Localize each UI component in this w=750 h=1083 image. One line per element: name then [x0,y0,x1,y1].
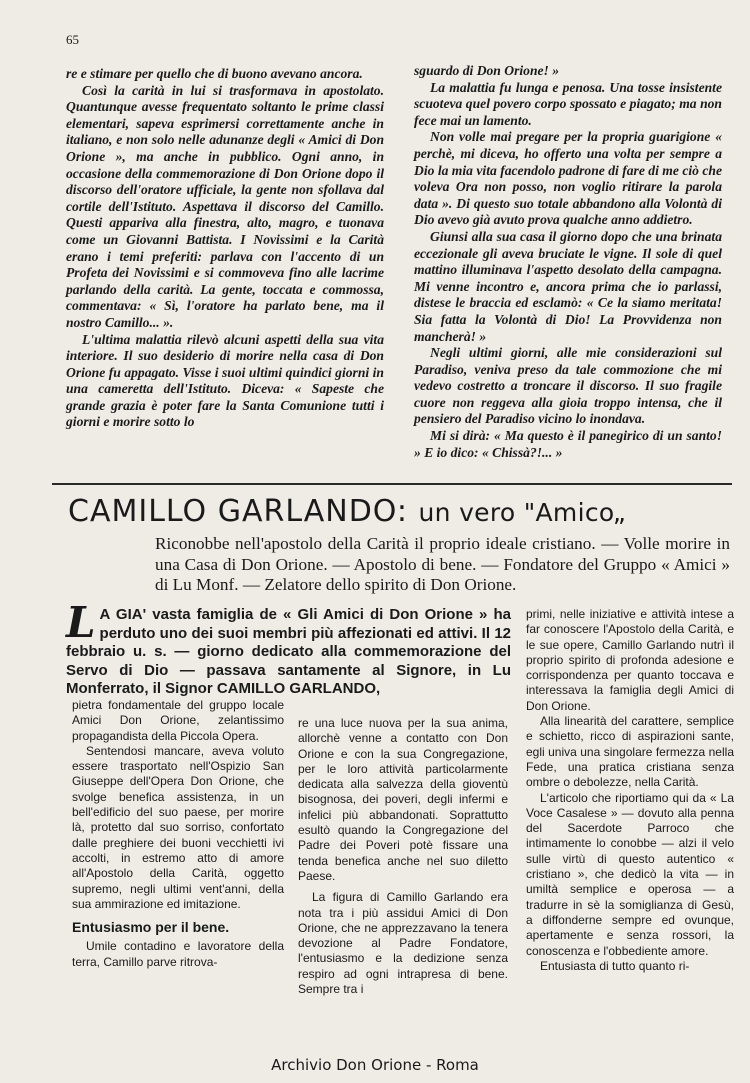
paragraph: L'ultima malattia rilevò alcuni aspetti della sua vita interiore. Il suo desiderio di morire nella casa di Don Orione fu appagato. Visse i suoi ultimi quindici giorni in una cameretta dell'Istituto. Diceva: « Sapeste che grande grazia è poter fare la Santa Comunione tutti i giorni e morire sotto lo [66,331,384,430]
paragraph: Negli ultimi giorni, alle mie considerazioni sul Paradiso, veniva preso da tale commozione che mi vedevo costretto a troncare il discorso. Il suo fragile cuore non reggeva alla gioia troppo intensa, che il pensiero del Paradiso vicino lo inondava. [414,345,722,427]
paragraph: La malattia fu lunga e penosa. Una tosse insistente scuoteva quel povero corpo spossato e piagato; ma non fece mai un lamento. [414,79,722,128]
paragraph: sguardo di Don Orione! » [414,63,560,78]
article-column-1 [72,698,284,970]
paragraph: L'articolo che riportiamo qui da « La Voce Casalese » — dovuto alla penna del Sacerdote Parroco che intimamente lo conobbe — alzi il velo sulle virtù di questo autentico « cristiano », che dedicò la vita — in umiltà semplice e operosa — a tradurre in sè la somiglianza di Gesù, a diffonderne sempre ed ovunque, apertamente e senza rossori, la conoscenza e l'obbediente amore. [526,790,734,958]
paragraph: Sentendosi mancare, aveva voluto essere trasportato nell'Ospizio San Giuseppe dell'Opera Don Orione, che svolge benefica assistenza, in un bell'edificio del suo paese, per morire là, protetto dal suo sorriso, confortato dalle preghiere dei buoni vecchietti ivi accolti, in estremo atto di amore all'Apostolo della Carità, oggetto supremo, negli ultimi vent'anni, della sua ammirazione ed imitazione. [72,743,284,911]
article-lead: Riconobbe nell'apostolo della Carità il proprio ideale cristiano. — Volle morire in una Casa di Don Orione. — Apostolo di bene. — Fondatore del Gruppo « Amici » di Lu Monf. — Zelatore dello spirito di Don Orione. [155,534,730,594]
article-subtitle: un vero "Amico„ [418,498,627,527]
paragraph: Giunsi alla sua casa il giorno dopo che una brinata eccezionale gli aveva bruciate le vigne. Il sole di quel mattino illuminava l'aspetto desolato della campagna. Mi venne incontro e, ancora prima che io parlassi, distese le braccia ed esclamò: « Ce la siamo meritata! Sia fatta la Volontà di Dio! La Provvidenza non mancherà! » [414,228,722,344]
paragraph: Così la carità in lui si trasformava in apostolato. Quantunque avesse frequentato soltanto le prime classi elementari, sapeva esprimersi correttamente anche in italiano, e non solo nelle adunanze degli « Amici di Don Orione », ma anche in pubblico. Ogni anno, in occasione della commemorazione di Don Orione dopo il discorso dell'oratore ufficiale, la gente non sfollava dal cortile dell'Istituto. Aspettava il discorso del Camillo. Questi appariva alla finestra, alto, magro, e tuonava come un Giovanni Battista. I Novissimi e la Carità erano i temi preferiti: parlava con l'accento di un Profeta dei Novissimi e si commoveva fino alle lacrime parlando della carità. La gente, toccata e commossa, commentava: « Sì, l'oratore ha parlato bene, ma il nostro Camillo... ». [66,82,384,330]
paragraph: primi, nelle iniziative e attività intese a far conoscere l'Apostolo della Carità, e le sue opere, Camillo Garlando nutrì il proprio spirito di profonda adesione e corrispondenza per quanto toccava e interessava la famiglia degli Amici di Don Orione. [526,607,734,713]
drop-cap: L [66,598,96,647]
paragraph: Non volle mai pregare per la propria guarigione « perchè, mi diceva, ho offerto una volta per sempre a Dio la mia vita facendolo padrone di fare di me ciò che voleva Ora non posso, non voglio ritirare la parola data ». Di questo suo totale abbandono alla Volontà di Dio avevo già avuto prova qualche anno addietro. [414,129,722,228]
paragraph: Mi si dirà: « Ma questo è il panegirico di un santo! » E io dico: « Chissà?!... » [414,428,722,460]
paragraph: Umile contadino e lavoratore della terra, Camillo parve ritrova- [72,939,284,969]
paragraph: Entusiasta di tutto quanto ri- [540,958,690,973]
paragraph: re una luce nuova per la sua anima, allorchè venne a contatto con Don Orione e con la sua Congregazione, per le loro attività particolarmente dedicata alla salvezza della gioventù bisognosa, dei poveri, degli infermi e infelici più abbandonati. Soprattutto esultò quando la Congregazione del Padre dei Poveri potè fissare una tenda benefica anche nel suo diletto Paese. [298,716,508,883]
paragraph: pietra fondamentale del gruppo locale Amici Don Orione, zelantissimo propagandista della Piccola Opera. [72,698,284,743]
article-intro [66,598,511,699]
section-divider [52,483,732,485]
paragraph: La figura di Camillo Garlando era nota tra i più assidui Amici di Don Orione, che ne apprezzavano la tenera devozione al Padre Fondatore, l'entusiasmo e la dedizione senza respiro ad ogni intrapresa di bene. Sempre tra i [298,890,508,997]
paragraph: Alla linearità del carattere, semplice e schietto, ricco di aspirazioni sante, egli univa una singolare fermezza nella Fede, una pratica cristiana senza ombre o debolezze, nella Carità. [526,714,734,790]
previous-article-left-column [66,66,384,431]
page-number: 65 [66,32,79,47]
section-heading: Entusiasmo per il bene. [72,919,230,936]
intro-text: A GIA' vasta famiglia de « Gli Amici di Don Orione » ha perduto uno dei suoi membri più affezionati ed attivi. Il 12 febbraio u. s. — giorno dedicato alla commemorazione del Servo di Dio — passava santamente al Signore, in Lu Monferrato, il Signor CAMILLO GARLANDO, [66,606,511,697]
article-title [68,494,626,529]
article-title-name: CAMILLO GARLANDO: [68,494,408,529]
archive-footer: Archivio Don Orione - Roma [271,1056,479,1074]
article-column-2 [298,716,508,997]
article-column-3 [526,607,734,974]
previous-article-right-column [414,63,722,461]
paragraph: re e stimare per quello che di buono avevano ancora. [66,66,363,81]
